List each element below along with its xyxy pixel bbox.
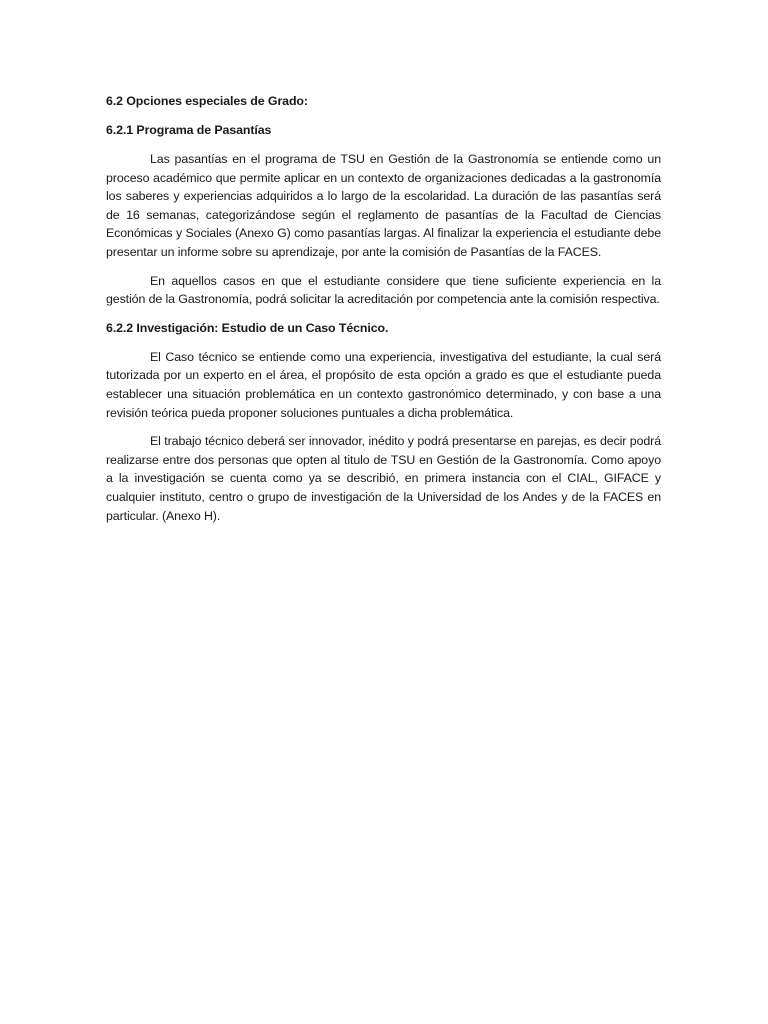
paragraph-trabajo-tecnico: El trabajo técnico deberá ser innovador, inédito y podrá presentarse en parejas, es decir podrá realizarse entre dos personas que opten al titulo de TSU en Gestión de la Gastronomía. Como apoyo a la investigación se cuenta como ya se describió, en primera instancia con el CIAL, GIFACE y cualquier instituto, centro o grupo de investigación de la Universidad de los Andes y de la FACES en particular. (Anexo H). [106,434,661,523]
section-heading: 6.2 Opciones especiales de Grado: [106,94,308,108]
paragraph-pasantias-description: Las pasantías en el programa de TSU en Gestión de la Gastronomía se entiende como un proceso académico que permite aplicar en un contexto de organizaciones dedicadas a la gastronomía los saberes y experiencias adquiridos a lo largo de la escolaridad. La duración de las pasantías será de 16 semanas, categorizándose según el reglamento de pasantías de la Facultad de Ciencias Económicas y Sociales (Anexo G) como pasantías largas. Al finalizar la experiencia el estudiante debe presentar un informe sobre su aprendizaje, por ante la comisión de Pasantías de la FACES. [106,152,661,259]
paragraph-caso-tecnico: El Caso técnico se entiende como una experiencia, investigativa del estudiante, la cual será tutorizada por un experto en el área, el propósito de esta opción a grado es que el estudiante pueda establecer una situación problemática en un contexto gastronómico determinado, y con base a una revisión teórica pueda proponer soluciones puntuales a dicha problemática. [106,349,661,420]
subsection-heading-investigacion: 6.2.2 Investigación: Estudio de un Caso Técnico. [106,320,389,335]
paragraph-pasantias-acreditacion: En aquellos casos en que el estudiante considere que tiene suficiente experiencia en la gestión de la Gastronomía, podrá solicitar la acreditación por competencia ante la comisión respectiva. [106,273,661,307]
subsection-heading-pasantias: 6.2.1 Programa de Pasantías [106,123,272,137]
document-page [106,92,661,535]
